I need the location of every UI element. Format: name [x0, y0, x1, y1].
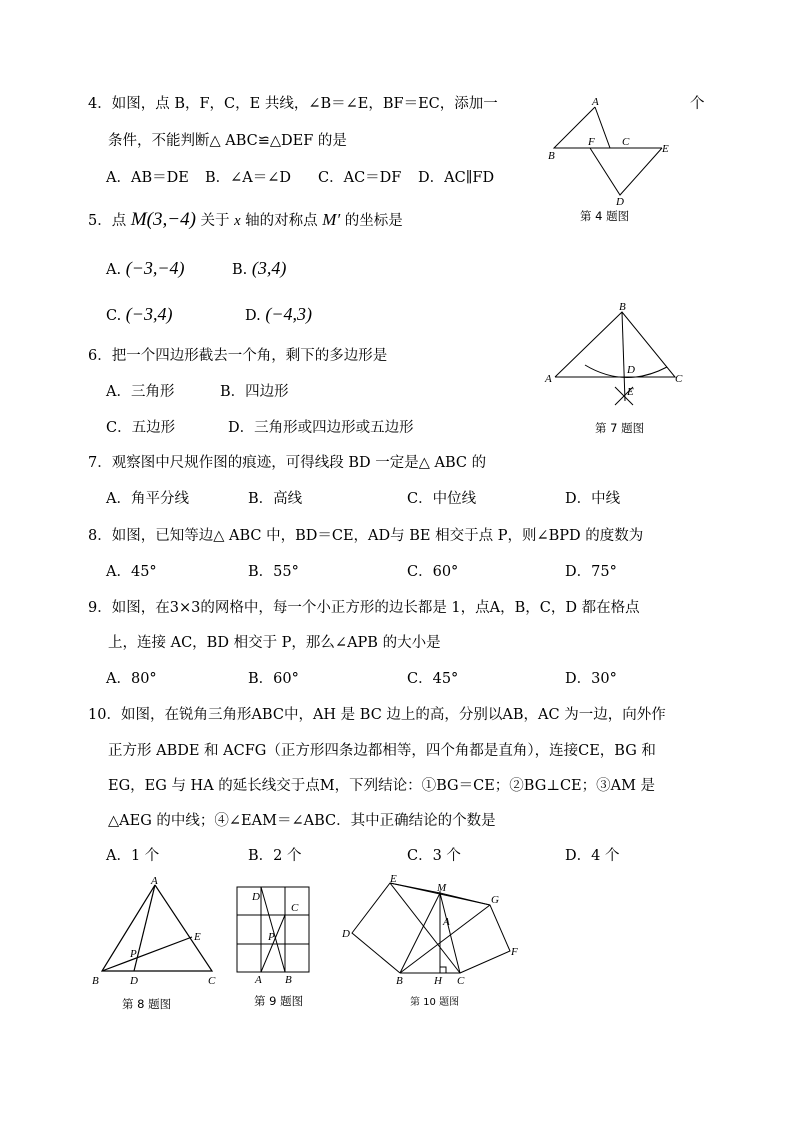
- q10-label-e: E: [390, 873, 397, 885]
- q7-figure: [545, 301, 685, 410]
- q7-stem: 7．观察图中尺规作图的痕迹，可得线段 BD 一定是△ ABC 的: [88, 455, 487, 471]
- q8-stem: 8．如图，已知等边△ ABC 中，BD＝CE，AD与 BE 相交于点 P，则∠BPD 的度数为: [88, 528, 644, 544]
- q8-option-c: C．60°: [407, 564, 459, 580]
- q4-option-d: D．AC∥FD: [418, 170, 495, 186]
- q10-option-a: A．1 个: [106, 848, 160, 864]
- q4-stem-line2: 条件，不能判断△ ABC≌△DEF 的是: [108, 133, 347, 149]
- q7-option-c: C．中位线: [407, 491, 477, 507]
- q8-option-a: A．45°: [106, 564, 157, 580]
- q4-label-a: A: [592, 96, 599, 108]
- q8-label-a: A: [151, 875, 158, 887]
- q4-option-c: C．AC＝DF: [318, 170, 402, 186]
- q9-stem-line1: 9．如图，在3×3的网格中，每一个小正方形的边长都是 1，点A，B，C，D 都在格点: [88, 600, 640, 616]
- q5-option-c: C. (−3,4): [106, 304, 173, 324]
- q6-option-d: D．三角形或四边形或五边形: [228, 420, 414, 436]
- q9-caption: 第 9 题图: [254, 994, 304, 1008]
- q10-caption: 第 10 题图: [410, 997, 460, 1008]
- q8-caption: 第 8 题图: [122, 997, 172, 1011]
- q7-label-a: A: [545, 373, 552, 385]
- q8-option-b: B．55°: [248, 564, 299, 580]
- q9-label-c: C: [291, 902, 299, 914]
- q9-figure: [235, 885, 315, 985]
- q5-stem: 5．点 M(3,−4) 关于 x 轴的对称点 M′ 的坐标是: [88, 209, 403, 230]
- q10-label-a: A: [443, 916, 450, 928]
- q9-label-d: D: [252, 891, 260, 903]
- q4-label-b: B: [548, 150, 555, 162]
- q10-label-b: B: [396, 975, 403, 987]
- q7-caption: 第 7 题图: [595, 421, 645, 435]
- q7-label-d: D: [627, 364, 635, 376]
- q8-option-d: D．75°: [565, 564, 617, 580]
- q10-stem-line3: EG，EG 与 HA 的延长线交于点M，下列结论：①BG＝CE；②BG⊥CE；③AM 是: [108, 778, 656, 794]
- q10-stem-line4: △AEG 的中线；④∠EAM＝∠ABC．其中正确结论的个数是: [108, 813, 496, 829]
- q7-option-b: B．高线: [248, 491, 303, 507]
- q9-label-a: A: [255, 974, 262, 986]
- q8-figure: [90, 875, 225, 990]
- q9-option-d: D．30°: [565, 671, 617, 687]
- q5-point-m-prime: M′: [322, 210, 341, 229]
- q5-option-a: A. (−3,−4): [106, 258, 185, 278]
- q10-label-g: G: [491, 894, 499, 906]
- q6-stem: 6．把一个四边形截去一个角，剩下的多边形是: [88, 348, 388, 364]
- q4-label-d: D: [616, 196, 624, 208]
- q9-label-b: B: [285, 974, 292, 986]
- q9-option-a: A．80°: [106, 671, 157, 687]
- q5-axis: x: [234, 213, 241, 229]
- q7-label-b: B: [619, 301, 626, 313]
- q4-label-c: C: [622, 136, 630, 148]
- q8-label-b: B: [92, 975, 99, 987]
- q4-stem-tail: 个: [690, 96, 705, 112]
- q10-label-d: D: [342, 928, 350, 940]
- q4-label-f: F: [588, 136, 595, 148]
- q9-label-p: P: [268, 931, 275, 943]
- q4-caption: 第 4 题图: [580, 209, 630, 223]
- q10-label-m: M: [437, 882, 447, 894]
- q6-option-b: B．四边形: [220, 384, 289, 400]
- q8-label-c: C: [208, 975, 216, 987]
- q7-label-c: C: [675, 373, 683, 385]
- q10-label-h: H: [434, 975, 442, 987]
- q10-label-f: F: [511, 946, 518, 958]
- q8-label-d: D: [130, 975, 138, 987]
- q4-figure: [540, 95, 680, 208]
- q10-label-c: C: [457, 975, 465, 987]
- q5-option-b: B. (3,4): [232, 258, 287, 278]
- q9-stem-line2: 上，连接 AC，BD 相交于 P，那么∠APB 的大小是: [108, 635, 441, 651]
- q7-option-d: D．中线: [565, 491, 621, 507]
- q6-option-a: A．三角形: [106, 384, 175, 400]
- q6-option-c: C．五边形: [106, 420, 176, 436]
- q7-option-a: A．角平分线: [106, 491, 189, 507]
- q4-stem-line1: 4．如图，点 B，F，C，E 共线，∠B＝∠E，BF＝EC，添加一: [88, 96, 498, 112]
- q8-label-e: E: [194, 931, 201, 943]
- q10-stem-line1: 10．如图，在锐角三角形ABC中，AH 是 BC 边上的高，分别以AB，AC 为一边，向外作: [88, 707, 666, 723]
- q9-option-b: B．60°: [248, 671, 299, 687]
- q5-option-d: D. (−4,3): [245, 304, 312, 324]
- q10-figure: [340, 873, 530, 991]
- q4-option-b: B．∠A＝∠D: [205, 170, 292, 186]
- q8-label-p: P: [130, 948, 137, 960]
- q9-option-c: C．45°: [407, 671, 459, 687]
- q10-option-b: B．2 个: [248, 848, 302, 864]
- q10-option-d: D．4 个: [565, 848, 620, 864]
- q10-option-c: C．3 个: [407, 848, 461, 864]
- q5-point-m: M(3,−4): [130, 209, 196, 230]
- q10-stem-line2: 正方形 ABDE 和 ACFG（正方形四条边都相等，四个角都是直角），连接CE，BG 和: [108, 743, 656, 759]
- q4-option-a: A．AB＝DE: [106, 170, 189, 186]
- q4-label-e: E: [662, 143, 669, 155]
- q7-label-e: E: [627, 386, 634, 398]
